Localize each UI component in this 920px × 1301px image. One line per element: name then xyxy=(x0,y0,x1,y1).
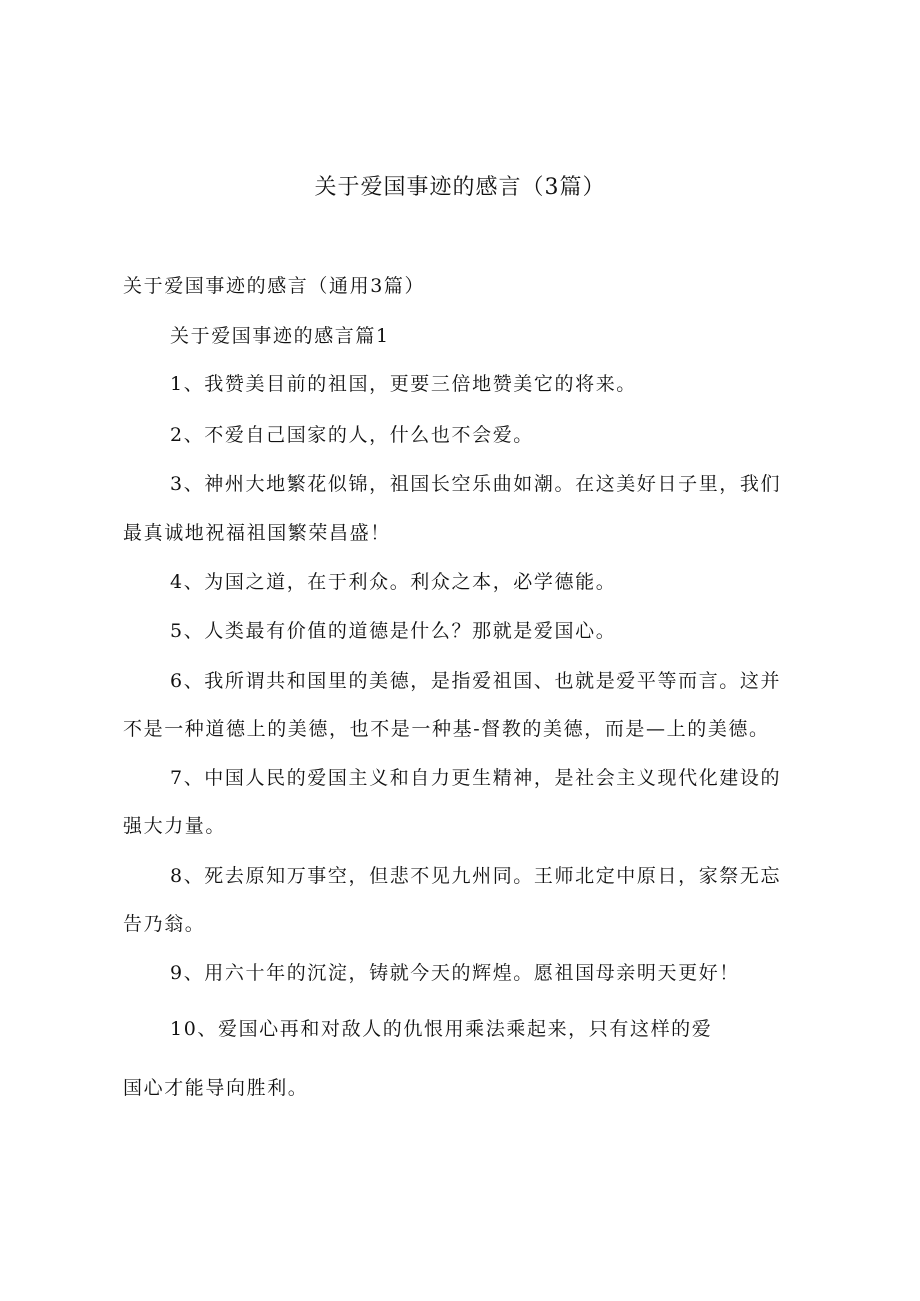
paragraph-line: 最真诚地祝福祖国繁荣昌盛！ xyxy=(123,522,391,544)
paragraph-line: 8、死去原知万事空，但悲不见九州同。王师北定中原日，家祭无忘 xyxy=(170,865,782,887)
section-heading: 关于爱国事迹的感言篇1 xyxy=(170,325,390,347)
paragraph-line: 9、用六十年的沉淀，铸就今天的辉煌。愿祖国母亲明天更好！ xyxy=(170,962,740,984)
document-title: 关于爱国事迹的感言（3篇） xyxy=(314,175,606,200)
document-subtitle: 关于爱国事迹的感言（通用3篇） xyxy=(123,275,426,297)
paragraph-line: 国心才能导向胜利。 xyxy=(123,1077,309,1099)
paragraph-line: 告乃翁。 xyxy=(123,913,206,935)
paragraph-line: 不是一种道德上的美德，也不是一种基-督教的美德，而是—上的美德。 xyxy=(123,718,770,740)
paragraph-line: 强大力量。 xyxy=(123,815,227,837)
paragraph-line: 2、不爱自己国家的人，什么也不会爱。 xyxy=(170,424,534,446)
paragraph-line: 1、我赞美目前的祖国，更要三倍地赞美它的将来。 xyxy=(170,373,637,395)
paragraph-line: 4、为国之道，在于利众。利众之本，必学德能。 xyxy=(170,571,617,593)
paragraph-line: 10、爱国心再和对敌人的仇恨用乘法乘起来，只有这样的爱 xyxy=(170,1018,713,1040)
paragraph-line: 3、神州大地繁花似锦，祖国长空乐曲如潮。在这美好日子里，我们 xyxy=(170,473,782,495)
paragraph-line: 7、中国人民的爱国主义和自力更生精神，是社会主义现代化建设的 xyxy=(170,767,782,789)
paragraph-line: 5、人类最有价值的道德是什么？那就是爱国心。 xyxy=(170,620,617,642)
paragraph-line: 6、我所谓共和国里的美德，是指爱祖国、也就是爱平等而言。这并 xyxy=(170,670,782,692)
